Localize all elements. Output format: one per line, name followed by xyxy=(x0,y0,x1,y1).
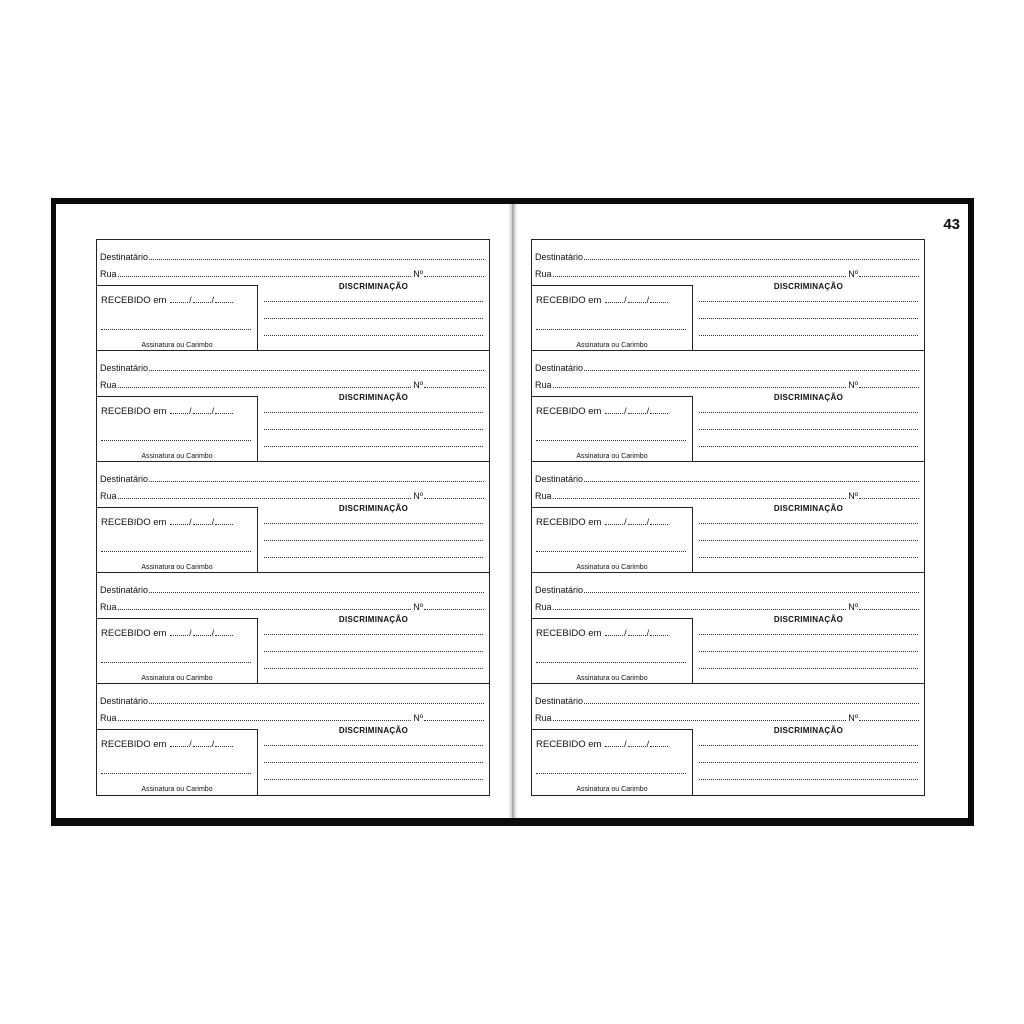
year-field[interactable] xyxy=(215,635,233,636)
discriminacao-label: DISCRIMINAÇÃO xyxy=(338,504,409,513)
delivery-record xyxy=(532,351,924,462)
year-field[interactable] xyxy=(650,524,668,525)
rua-line xyxy=(100,491,485,501)
discriminacao-label: DISCRIMINAÇÃO xyxy=(773,726,844,735)
date-separator: / xyxy=(189,628,192,638)
delivery-record xyxy=(532,573,924,684)
destinatario-label: Destinatário xyxy=(100,585,149,595)
discriminacao-field[interactable] xyxy=(264,745,483,746)
discriminacao-field[interactable] xyxy=(264,540,483,541)
day-field[interactable] xyxy=(605,302,623,303)
numero-label: Nº xyxy=(413,491,423,501)
discriminacao-field[interactable] xyxy=(699,634,918,635)
destinatario-label: Destinatário xyxy=(535,474,584,484)
destinatario-label: Destinatário xyxy=(535,585,584,595)
rua-field[interactable] xyxy=(118,608,412,610)
month-field[interactable] xyxy=(628,413,646,414)
recebido-box xyxy=(532,507,693,573)
recebido-box xyxy=(97,285,258,351)
year-field[interactable] xyxy=(650,413,668,414)
month-field[interactable] xyxy=(193,524,211,525)
recebido-label: RECEBIDO em xyxy=(101,628,167,639)
day-field[interactable] xyxy=(170,746,188,747)
destinatario-field[interactable] xyxy=(584,480,919,482)
recebido-line xyxy=(101,517,234,528)
destinatario-field[interactable] xyxy=(149,591,484,593)
discriminacao-label: DISCRIMINAÇÃO xyxy=(773,504,844,513)
year-field[interactable] xyxy=(215,413,233,414)
recebido-box xyxy=(97,618,258,684)
discriminacao-label: DISCRIMINAÇÃO xyxy=(773,615,844,624)
date-separator: / xyxy=(624,295,627,305)
day-field[interactable] xyxy=(605,524,623,525)
month-field[interactable] xyxy=(628,524,646,525)
rua-label: Rua xyxy=(535,491,552,501)
delivery-record xyxy=(97,462,489,573)
numero-field[interactable] xyxy=(424,608,484,610)
page-number: 43 xyxy=(943,216,960,233)
discriminacao-field[interactable] xyxy=(699,301,918,302)
year-field[interactable] xyxy=(215,302,233,303)
rua-line xyxy=(535,491,920,501)
rua-line xyxy=(100,602,485,612)
assinatura-label: Assinatura ou Carimbo xyxy=(576,453,648,460)
discriminacao-field[interactable] xyxy=(264,523,483,524)
discriminacao-box xyxy=(258,280,489,350)
rua-field[interactable] xyxy=(118,719,412,721)
recebido-box xyxy=(532,618,693,684)
signature-field[interactable] xyxy=(536,329,686,330)
discriminacao-field[interactable] xyxy=(264,301,483,302)
rua-line xyxy=(100,380,485,390)
rua-label: Rua xyxy=(535,269,552,279)
rua-field[interactable] xyxy=(118,275,412,277)
assinatura-label: Assinatura ou Carimbo xyxy=(141,675,213,682)
discriminacao-field[interactable] xyxy=(699,540,918,541)
numero-label: Nº xyxy=(848,269,858,279)
recebido-box xyxy=(97,729,258,795)
signature-field[interactable] xyxy=(536,440,686,441)
discriminacao-box xyxy=(258,724,489,794)
month-field[interactable] xyxy=(193,635,211,636)
date-separator: / xyxy=(646,628,650,638)
date-separator: / xyxy=(646,406,650,416)
destinatario-label: Destinatário xyxy=(100,474,149,484)
discriminacao-box xyxy=(693,280,924,350)
assinatura-label: Assinatura ou Carimbo xyxy=(576,786,648,793)
discriminacao-field[interactable] xyxy=(699,318,918,319)
delivery-record xyxy=(97,240,489,351)
discriminacao-field[interactable] xyxy=(264,779,483,780)
signature-field[interactable] xyxy=(536,773,686,774)
numero-field[interactable] xyxy=(424,719,484,721)
assinatura-label: Assinatura ou Carimbo xyxy=(576,675,648,682)
destinatario-field[interactable] xyxy=(584,369,919,371)
recebido-box xyxy=(97,396,258,462)
discriminacao-field[interactable] xyxy=(264,318,483,319)
date-separator: / xyxy=(624,739,627,749)
date-separator: / xyxy=(211,406,215,416)
rua-field[interactable] xyxy=(553,386,847,388)
destinatario-label: Destinatário xyxy=(100,252,149,262)
recebido-line xyxy=(101,295,234,306)
rua-label: Rua xyxy=(100,713,117,723)
rua-line xyxy=(100,269,485,279)
recebido-box xyxy=(532,396,693,462)
delivery-record xyxy=(532,684,924,795)
recebido-label: RECEBIDO em xyxy=(101,295,167,306)
year-field[interactable] xyxy=(215,524,233,525)
rua-field[interactable] xyxy=(118,386,412,388)
discriminacao-label: DISCRIMINAÇÃO xyxy=(338,726,409,735)
signature-field[interactable] xyxy=(101,329,251,330)
numero-label: Nº xyxy=(848,491,858,501)
destinatario-line xyxy=(535,585,920,595)
discriminacao-box xyxy=(693,502,924,572)
recebido-box xyxy=(97,507,258,573)
month-field[interactable] xyxy=(628,635,646,636)
discriminacao-field[interactable] xyxy=(699,446,918,447)
assinatura-label: Assinatura ou Carimbo xyxy=(141,786,213,793)
recebido-line xyxy=(536,406,669,417)
discriminacao-box xyxy=(693,724,924,794)
discriminacao-field[interactable] xyxy=(264,651,483,652)
discriminacao-box xyxy=(258,613,489,683)
recebido-label: RECEBIDO em xyxy=(536,517,602,528)
recebido-label: RECEBIDO em xyxy=(101,739,167,750)
day-field[interactable] xyxy=(170,635,188,636)
numero-label: Nº xyxy=(413,713,423,723)
numero-label: Nº xyxy=(413,602,423,612)
numero-field[interactable] xyxy=(424,275,484,277)
destinatario-field[interactable] xyxy=(584,591,919,593)
recebido-label: RECEBIDO em xyxy=(101,517,167,528)
destinatario-line xyxy=(535,474,920,484)
destinatario-line xyxy=(535,252,920,262)
date-separator: / xyxy=(646,517,650,527)
rua-label: Rua xyxy=(100,269,117,279)
discriminacao-field[interactable] xyxy=(264,668,483,669)
destinatario-label: Destinatário xyxy=(535,252,584,262)
discriminacao-field[interactable] xyxy=(699,523,918,524)
left-page xyxy=(56,204,508,818)
recebido-line xyxy=(536,295,669,306)
destinatario-line xyxy=(535,363,920,373)
destinatario-field[interactable] xyxy=(584,702,919,704)
date-separator: / xyxy=(189,295,192,305)
numero-label: Nº xyxy=(848,713,858,723)
day-field[interactable] xyxy=(605,635,623,636)
destinatario-line xyxy=(535,696,920,706)
delivery-record xyxy=(97,573,489,684)
destinatario-field[interactable] xyxy=(149,369,484,371)
destinatario-line xyxy=(100,363,485,373)
numero-label: Nº xyxy=(413,380,423,390)
date-separator: / xyxy=(646,739,650,749)
recebido-line xyxy=(101,406,234,417)
discriminacao-field[interactable] xyxy=(699,668,918,669)
date-separator: / xyxy=(624,628,627,638)
rua-field[interactable] xyxy=(553,497,847,499)
recebido-line xyxy=(101,739,234,750)
discriminacao-field[interactable] xyxy=(264,412,483,413)
signature-field[interactable] xyxy=(101,773,251,774)
recebido-label: RECEBIDO em xyxy=(536,406,602,417)
recebido-box xyxy=(532,729,693,795)
discriminacao-field[interactable] xyxy=(264,557,483,558)
recebido-label: RECEBIDO em xyxy=(536,628,602,639)
book-gutter xyxy=(508,204,518,818)
numero-field[interactable] xyxy=(424,497,484,499)
date-separator: / xyxy=(189,517,192,527)
signature-field[interactable] xyxy=(101,662,251,663)
date-separator: / xyxy=(211,517,215,527)
recebido-line xyxy=(536,739,669,750)
date-separator: / xyxy=(189,406,192,416)
discriminacao-field[interactable] xyxy=(264,429,483,430)
destinatario-field[interactable] xyxy=(149,480,484,482)
destinatario-field[interactable] xyxy=(149,258,484,260)
month-field[interactable] xyxy=(193,413,211,414)
destinatario-label: Destinatário xyxy=(535,696,584,706)
discriminacao-field[interactable] xyxy=(699,557,918,558)
numero-label: Nº xyxy=(848,602,858,612)
recebido-line xyxy=(101,628,234,639)
assinatura-label: Assinatura ou Carimbo xyxy=(141,453,213,460)
discriminacao-field[interactable] xyxy=(699,335,918,336)
numero-field[interactable] xyxy=(859,386,919,388)
discriminacao-box xyxy=(693,391,924,461)
numero-label: Nº xyxy=(848,380,858,390)
discriminacao-field[interactable] xyxy=(699,745,918,746)
rua-field[interactable] xyxy=(553,608,847,610)
rua-field[interactable] xyxy=(118,497,412,499)
rua-line xyxy=(100,713,485,723)
rua-label: Rua xyxy=(535,380,552,390)
rua-label: Rua xyxy=(100,380,117,390)
rua-field[interactable] xyxy=(553,275,847,277)
discriminacao-field[interactable] xyxy=(699,429,918,430)
numero-label: Nº xyxy=(413,269,423,279)
discriminacao-field[interactable] xyxy=(264,634,483,635)
assinatura-label: Assinatura ou Carimbo xyxy=(576,564,648,571)
discriminacao-label: DISCRIMINAÇÃO xyxy=(773,393,844,402)
discriminacao-field[interactable] xyxy=(699,779,918,780)
destinatario-label: Destinatário xyxy=(535,363,584,373)
month-field[interactable] xyxy=(193,302,211,303)
discriminacao-field[interactable] xyxy=(699,762,918,763)
rua-label: Rua xyxy=(100,491,117,501)
discriminacao-field[interactable] xyxy=(264,446,483,447)
signature-field[interactable] xyxy=(101,440,251,441)
month-field[interactable] xyxy=(193,746,211,747)
rua-line xyxy=(535,713,920,723)
discriminacao-field[interactable] xyxy=(699,412,918,413)
date-separator: / xyxy=(211,628,215,638)
year-field[interactable] xyxy=(650,746,668,747)
discriminacao-label: DISCRIMINAÇÃO xyxy=(338,282,409,291)
destinatario-label: Destinatário xyxy=(100,696,149,706)
date-separator: / xyxy=(211,295,215,305)
month-field[interactable] xyxy=(628,302,646,303)
discriminacao-field[interactable] xyxy=(264,762,483,763)
numero-field[interactable] xyxy=(859,497,919,499)
month-field[interactable] xyxy=(628,746,646,747)
discriminacao-box xyxy=(258,391,489,461)
open-book xyxy=(51,198,974,826)
rua-label: Rua xyxy=(535,602,552,612)
destinatario-field[interactable] xyxy=(584,258,919,260)
assinatura-label: Assinatura ou Carimbo xyxy=(576,342,648,349)
discriminacao-field[interactable] xyxy=(699,651,918,652)
recebido-label: RECEBIDO em xyxy=(536,739,602,750)
destinatario-line xyxy=(100,696,485,706)
recebido-line xyxy=(536,628,669,639)
day-field[interactable] xyxy=(170,524,188,525)
rua-line xyxy=(535,380,920,390)
day-field[interactable] xyxy=(170,413,188,414)
right-page xyxy=(518,204,968,818)
discriminacao-field[interactable] xyxy=(264,335,483,336)
date-separator: / xyxy=(624,406,627,416)
rua-label: Rua xyxy=(100,602,117,612)
recebido-label: RECEBIDO em xyxy=(101,406,167,417)
signature-field[interactable] xyxy=(536,662,686,663)
delivery-record xyxy=(97,351,489,462)
recebido-box xyxy=(532,285,693,351)
numero-field[interactable] xyxy=(859,608,919,610)
date-separator: / xyxy=(189,739,192,749)
date-separator: / xyxy=(211,739,215,749)
day-field[interactable] xyxy=(170,302,188,303)
date-separator: / xyxy=(624,517,627,527)
discriminacao-label: DISCRIMINAÇÃO xyxy=(773,282,844,291)
numero-field[interactable] xyxy=(859,275,919,277)
year-field[interactable] xyxy=(650,302,668,303)
assinatura-label: Assinatura ou Carimbo xyxy=(141,342,213,349)
delivery-form-right xyxy=(531,239,925,796)
delivery-record xyxy=(532,240,924,351)
discriminacao-box xyxy=(258,502,489,572)
rua-field[interactable] xyxy=(553,719,847,721)
numero-field[interactable] xyxy=(424,386,484,388)
destinatario-label: Destinatário xyxy=(100,363,149,373)
discriminacao-label: DISCRIMINAÇÃO xyxy=(338,393,409,402)
day-field[interactable] xyxy=(605,413,623,414)
delivery-record xyxy=(97,684,489,795)
destinatario-line xyxy=(100,474,485,484)
delivery-form-left xyxy=(96,239,490,796)
delivery-record xyxy=(532,462,924,573)
rua-label: Rua xyxy=(535,713,552,723)
date-separator: / xyxy=(646,295,650,305)
destinatario-line xyxy=(100,252,485,262)
discriminacao-box xyxy=(693,613,924,683)
rua-line xyxy=(535,269,920,279)
rua-line xyxy=(535,602,920,612)
numero-field[interactable] xyxy=(859,719,919,721)
destinatario-field[interactable] xyxy=(149,702,484,704)
signature-field[interactable] xyxy=(101,551,251,552)
destinatario-line xyxy=(100,585,485,595)
assinatura-label: Assinatura ou Carimbo xyxy=(141,564,213,571)
year-field[interactable] xyxy=(215,746,233,747)
recebido-line xyxy=(536,517,669,528)
discriminacao-label: DISCRIMINAÇÃO xyxy=(338,615,409,624)
signature-field[interactable] xyxy=(536,551,686,552)
day-field[interactable] xyxy=(605,746,623,747)
recebido-label: RECEBIDO em xyxy=(536,295,602,306)
year-field[interactable] xyxy=(650,635,668,636)
